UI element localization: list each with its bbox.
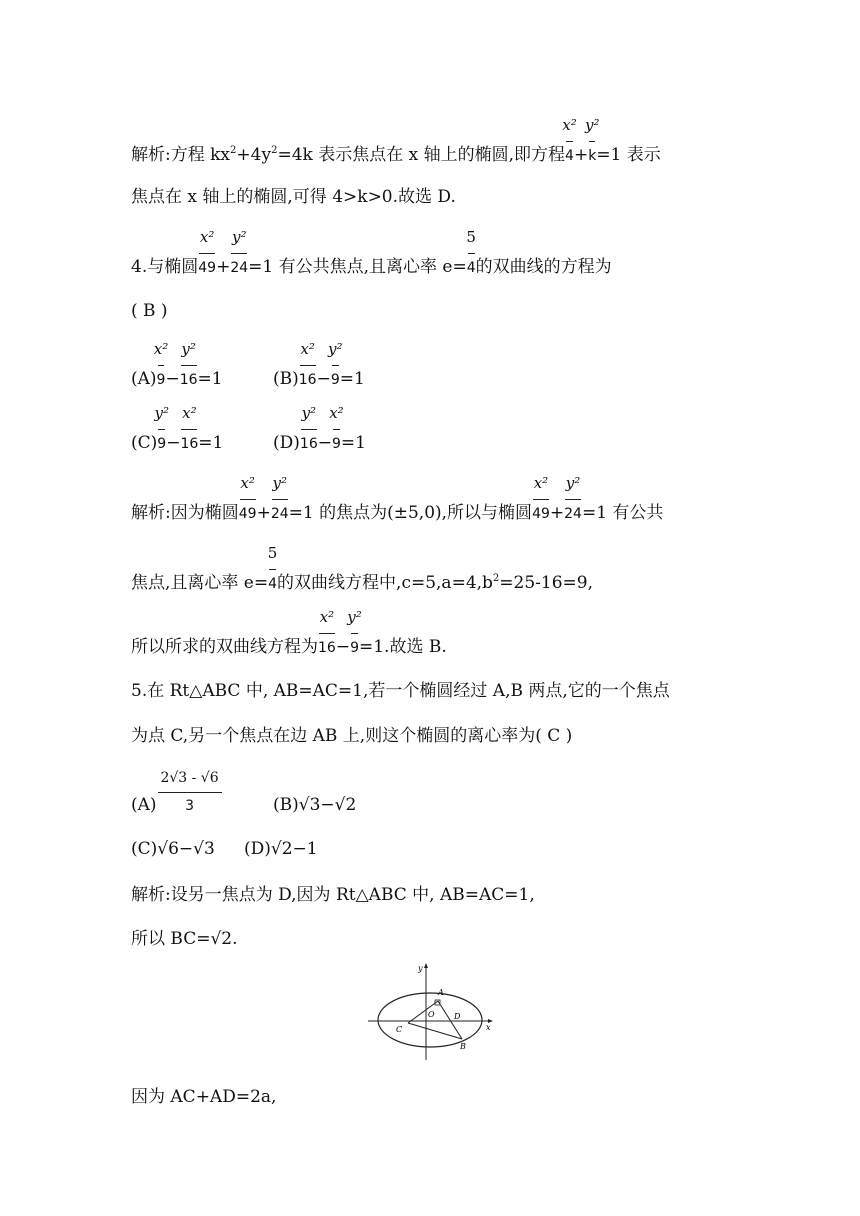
question-5-line-2: 为点 C,另一个焦点在边 AB 上,则这个椭圆的离心率为( C ) xyxy=(131,726,573,746)
fraction xyxy=(230,228,249,279)
option-label: (B) xyxy=(273,369,299,389)
fraction xyxy=(179,340,198,391)
fraction xyxy=(153,340,169,391)
label-a: A xyxy=(438,988,444,997)
text: =1 的焦点为(±5,0),所以与椭圆 xyxy=(288,503,533,523)
text: =1 有公共焦点,且离心率 e= xyxy=(248,257,467,277)
numerator: y² xyxy=(328,340,343,358)
solution-5-line-1: 解析:设另一焦点为 D,因为 Rt△ABC 中, AB=AC=1, xyxy=(131,885,535,905)
denominator: 9 xyxy=(157,436,167,452)
fraction xyxy=(157,770,223,817)
fraction-bar xyxy=(301,429,317,430)
denominator: 9 xyxy=(330,372,340,388)
text: =1 xyxy=(198,433,224,453)
solution-line-2: 焦点在 x 轴上的椭圆,可得 4>k>0.故选 D. xyxy=(131,187,456,207)
operator: + xyxy=(216,257,231,277)
numerator: y² xyxy=(347,608,362,626)
numerator: x² xyxy=(240,474,255,492)
solution-line-1 xyxy=(131,116,661,167)
text: =1 xyxy=(339,369,365,389)
numerator: y² xyxy=(565,474,581,492)
numerator: 2√3 - √6 xyxy=(160,770,219,786)
fraction xyxy=(299,404,318,455)
numerator: x² xyxy=(562,116,577,134)
numerator: y² xyxy=(231,228,247,246)
fraction-bar xyxy=(272,499,288,500)
options-row-1b xyxy=(273,340,365,391)
option-label: (A) xyxy=(131,795,157,815)
fraction xyxy=(585,116,600,167)
numerator: x² xyxy=(199,228,215,246)
option-label: (C) xyxy=(131,433,158,453)
text: =1 有公共 xyxy=(581,503,664,523)
denominator: 9 xyxy=(331,436,341,452)
text: =1 xyxy=(197,369,223,389)
denominator: 16 xyxy=(298,372,317,388)
text: 所以所求的双曲线方程为 xyxy=(131,637,318,657)
numerator: y² xyxy=(272,474,287,492)
numerator: 5 xyxy=(466,228,476,246)
numerator: x² xyxy=(153,340,169,358)
denominator: 9 xyxy=(156,372,166,388)
fraction-bar xyxy=(566,141,573,142)
fraction xyxy=(318,608,336,659)
text: 4.与椭圆 xyxy=(131,257,199,277)
fraction-bar xyxy=(565,499,581,500)
denominator: 16 xyxy=(180,436,199,452)
solution-4-line-3 xyxy=(131,608,447,659)
fraction-bar xyxy=(332,365,339,366)
fraction xyxy=(270,474,289,525)
text: +4y xyxy=(236,145,272,165)
denominator: 24 xyxy=(564,506,582,522)
fraction xyxy=(347,608,362,659)
fraction-bar xyxy=(319,633,335,634)
fraction xyxy=(562,116,577,167)
question-4 xyxy=(131,228,612,279)
answer-4: ( B ) xyxy=(131,301,168,321)
fraction-bar xyxy=(269,569,276,570)
fraction-bar xyxy=(181,429,197,430)
fraction xyxy=(238,474,257,525)
text: =1 xyxy=(340,433,366,453)
denominator: 9 xyxy=(350,640,359,656)
numerator: x² xyxy=(300,340,315,358)
label-y: y xyxy=(418,964,423,973)
denominator: 16 xyxy=(299,436,318,452)
fraction-bar xyxy=(158,792,222,793)
fraction-bar xyxy=(533,499,549,500)
label-c: C xyxy=(396,1025,403,1034)
option-label: (D) xyxy=(273,433,300,453)
numerator: y² xyxy=(181,340,196,358)
denominator: 49 xyxy=(198,260,217,276)
text: 解析:因为椭圆 xyxy=(131,503,239,523)
operator: − xyxy=(317,433,332,453)
superscript: 2 xyxy=(230,145,237,156)
fraction xyxy=(329,404,344,455)
operator: − xyxy=(316,369,331,389)
fraction-bar xyxy=(158,365,165,366)
solution-4-line-1 xyxy=(131,474,664,525)
text: =25-16=9, xyxy=(499,573,594,593)
solution-5-line-2: 所以 BC=√2. xyxy=(131,929,238,949)
text: 解析:方程 kx xyxy=(131,145,231,165)
operator: + xyxy=(256,503,271,523)
text: =1 表示 xyxy=(596,145,661,165)
numerator: 5 xyxy=(267,544,278,562)
option-label: (A) xyxy=(131,369,157,389)
numerator: y² xyxy=(585,116,600,134)
ellipse-diagram xyxy=(368,962,498,1062)
q5-option-b: (B)√3−√2 xyxy=(273,795,357,815)
fraction xyxy=(532,474,550,525)
operator: + xyxy=(573,145,589,165)
numerator: y² xyxy=(154,404,169,422)
numerator: y² xyxy=(301,404,317,422)
numerator: x² xyxy=(533,474,549,492)
denominator: 3 xyxy=(185,798,194,814)
operator: − xyxy=(165,369,180,389)
fraction-bar xyxy=(351,633,358,634)
operator: + xyxy=(549,503,565,523)
q5-option-d: (D)√2−1 xyxy=(244,839,318,859)
denominator: 4 xyxy=(268,576,278,592)
fraction xyxy=(180,404,199,455)
denominator: 24 xyxy=(230,260,249,276)
q5-option-c: (C)√6−√3 xyxy=(131,839,215,859)
fraction-bar xyxy=(181,365,197,366)
denominator: k xyxy=(588,148,597,164)
solution-4-line-2 xyxy=(131,544,594,595)
fraction xyxy=(267,544,278,595)
numerator: x² xyxy=(319,608,335,626)
denominator: 4 xyxy=(466,260,476,276)
question-5-line-1: 5.在 Rt△ABC 中, AB=AC=1,若一个椭圆经过 A,B 两点,它的一个焦点 xyxy=(131,681,670,701)
text: =1.故选 B. xyxy=(359,637,447,657)
q5-option-a xyxy=(131,770,223,817)
denominator: 4 xyxy=(565,148,574,164)
label-d: D xyxy=(454,1012,461,1021)
fraction-bar xyxy=(158,429,165,430)
superscript: 2 xyxy=(492,573,500,584)
operator: − xyxy=(166,433,181,453)
fraction-bar xyxy=(199,253,215,254)
fraction xyxy=(198,228,217,279)
options-row-1 xyxy=(131,340,223,391)
numerator: x² xyxy=(329,404,344,422)
numerator: x² xyxy=(182,404,197,422)
fraction xyxy=(466,228,476,279)
fraction xyxy=(564,474,582,525)
superscript: 2 xyxy=(271,145,278,156)
fraction-bar xyxy=(300,365,316,366)
text: 焦点,且离心率 e= xyxy=(131,573,269,593)
operator: − xyxy=(335,637,351,657)
denominator: 49 xyxy=(532,506,550,522)
denominator: 49 xyxy=(238,506,257,522)
text: 的双曲线方程中,c=5,a=4,b xyxy=(277,573,493,593)
fraction xyxy=(298,340,317,391)
fraction-bar xyxy=(468,253,475,254)
options-row-2 xyxy=(131,404,224,455)
text: =4k 表示焦点在 x 轴上的椭圆,即方程 xyxy=(277,145,566,165)
ellipse xyxy=(378,993,482,1047)
text: 的双曲线的方程为 xyxy=(475,257,612,277)
fraction xyxy=(154,404,169,455)
options-row-2b xyxy=(273,404,366,455)
denominator: 16 xyxy=(318,640,336,656)
fraction-bar xyxy=(240,499,256,500)
label-o: O xyxy=(428,1010,435,1019)
solution-5-line-3: 因为 AC+AD=2a, xyxy=(131,1087,277,1107)
label-x: x xyxy=(486,1023,491,1032)
label-b: B xyxy=(460,1042,466,1051)
fraction xyxy=(328,340,343,391)
fraction-bar xyxy=(589,141,595,142)
denominator: 24 xyxy=(270,506,289,522)
fraction-bar xyxy=(231,253,247,254)
y-arrow-icon xyxy=(424,963,428,968)
fraction-bar xyxy=(333,429,340,430)
denominator: 16 xyxy=(179,372,198,388)
